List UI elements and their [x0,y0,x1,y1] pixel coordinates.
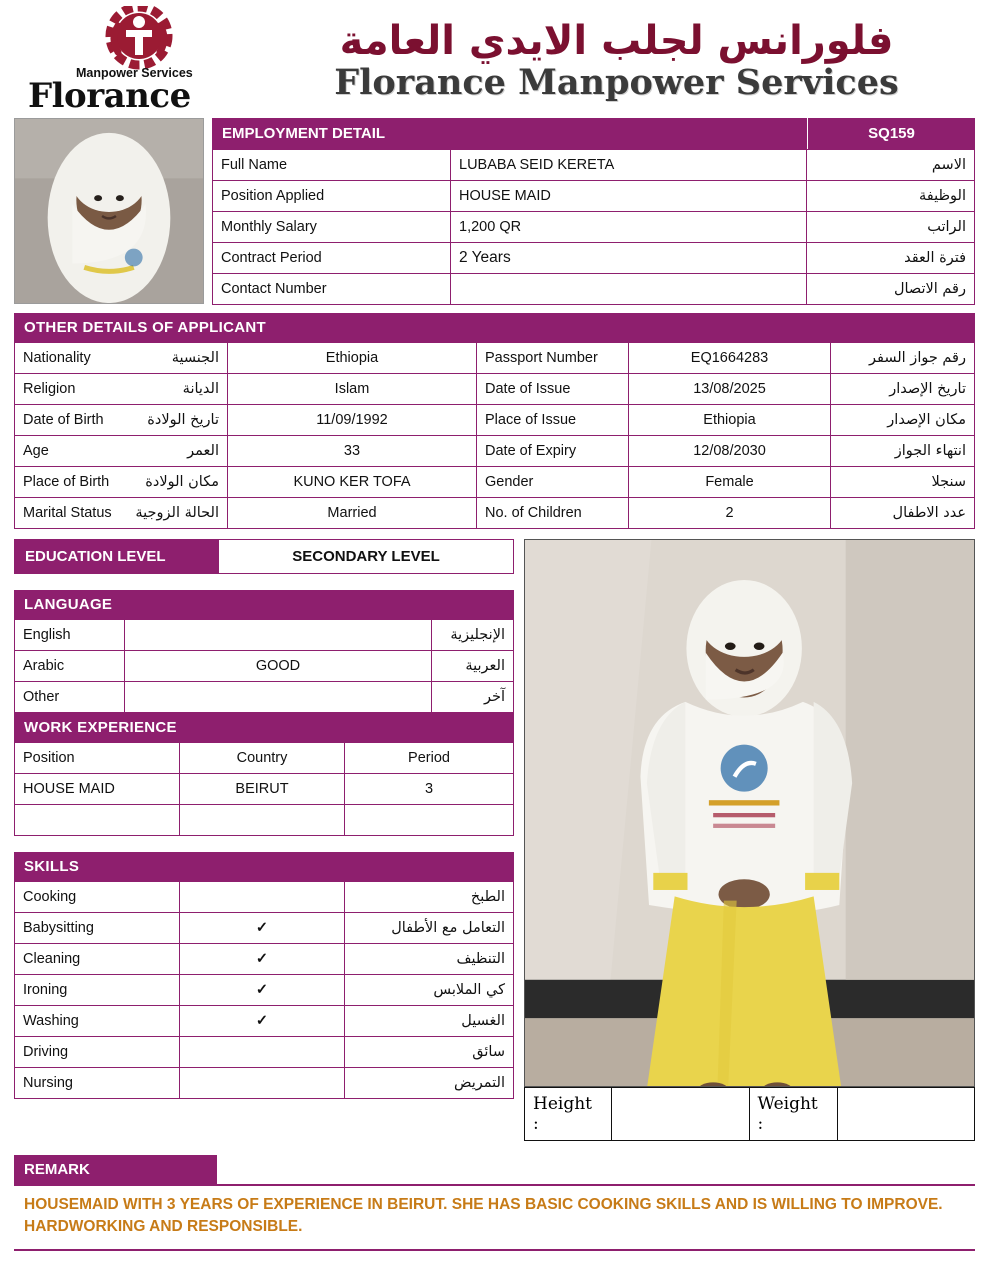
weight-value[interactable] [838,1087,976,1141]
column-header-position: Position [15,743,180,774]
details-and-photo [0,539,989,1141]
language-name-ar: العربية [432,651,514,682]
field-label-2: Place of Issue [477,405,629,436]
table-row [15,774,514,805]
language-name-ar: الإنجليزية [432,620,514,651]
field-value-2: Ethiopia [629,405,831,436]
skill-name-ar: كي الملابس [345,975,514,1006]
table-row [15,498,975,529]
skill-name-ar: الطبخ [345,882,514,913]
field-value-2: 2 [629,498,831,529]
skills-section [14,852,514,1099]
field-value-2: EQ1664283 [629,343,831,374]
row-value: LUBABA SEID KERETA [451,150,807,181]
field-value-2: Female [629,467,831,498]
skill-name-ar: سائق [345,1037,514,1068]
row-label: Full Name [213,150,451,181]
table-row [15,1037,514,1068]
table-row [15,374,975,405]
skill-name: Cooking [15,882,180,913]
other-details-section [0,313,989,529]
work-period: 3 [345,774,514,805]
field-label [15,374,228,405]
skill-check [180,882,345,913]
employment-table [212,149,975,305]
work-country [180,805,345,836]
left-column [14,539,514,1099]
row-value: 2 Years [451,243,807,274]
employment-title: EMPLOYMENT DETAIL [222,125,386,142]
field-value: 11/09/1992 [228,405,477,436]
skill-name: Nursing [15,1068,180,1099]
work-position [15,805,180,836]
skill-check: ✓ [180,1006,345,1037]
company-logo [14,4,264,116]
table-row [15,343,975,374]
label-en: Marital Status [23,505,112,521]
row-label: Contract Period [213,243,451,274]
skill-check [180,1037,345,1068]
table-row [15,1006,514,1037]
language-section [14,590,514,713]
field-label-2: Date of Expiry [477,436,629,467]
label-ar-2: مكان الإصدار [831,405,975,436]
table-row [15,805,514,836]
skill-name: Washing [15,1006,180,1037]
language-name: English [15,620,125,651]
skill-name: Babysitting [15,913,180,944]
label-en: Religion [23,381,76,397]
field-value: KUNO KER TOFA [228,467,477,498]
field-label [15,343,228,374]
document-header [0,0,989,118]
education-section [14,539,514,574]
table-row [15,620,514,651]
applicant-photo-full [524,539,975,1087]
language-name: Arabic [15,651,125,682]
work-position: HOUSE MAID [15,774,180,805]
label-en: Date of Birth [23,412,104,428]
work-experience-table [14,742,514,836]
skill-check [180,1068,345,1099]
height-label: Height : [524,1087,612,1141]
label-en: Nationality [23,350,91,366]
education-value: SECONDARY LEVEL [219,539,514,574]
language-level: GOOD [125,651,432,682]
label-ar-2: عدد الاطفال [831,498,975,529]
employment-table-wrap [212,118,975,305]
measurements-row [524,1087,975,1141]
logo-subtitle: Manpower Services [76,66,193,80]
skill-name-ar: التمريض [345,1068,514,1099]
label-ar: تاريخ الولادة [147,412,219,428]
table-row [15,913,514,944]
skill-name: Driving [15,1037,180,1068]
table-row [213,212,975,243]
field-label-2: Gender [477,467,629,498]
table-row [213,274,975,305]
table-row [213,181,975,212]
title-arabic: فلورانس لجلب الايدي العامة [339,17,894,64]
education-label: EDUCATION LEVEL [14,539,219,574]
field-label-2: No. of Children [477,498,629,529]
table-header-row [15,743,514,774]
language-level [125,682,432,713]
remark-text: HOUSEMAID WITH 3 YEARS OF EXPERIENCE IN BEIRUT. SHE HAS BASIC COOKING SKILLS AND IS WILLING TO IMPROVE. HARDWORKING AND RESPONSIBLE. [24,1196,943,1236]
table-row [15,436,975,467]
field-value: Married [228,498,477,529]
field-value-2: 12/08/2030 [629,436,831,467]
language-name: Other [15,682,125,713]
field-label-2: Date of Issue [477,374,629,405]
label-en: Place of Birth [23,474,110,490]
column-header-country: Country [180,743,345,774]
row-label-arabic: الراتب [807,212,975,243]
employment-header [212,118,975,149]
table-row [15,467,975,498]
row-label: Monthly Salary [213,212,451,243]
remark-box [14,1184,975,1251]
row-value: HOUSE MAID [451,181,807,212]
row-label-arabic: فترة العقد [807,243,975,274]
applicant-portrait-small [14,118,204,304]
table-row [15,1068,514,1099]
row-label: Position Applied [213,181,451,212]
skills-table [14,881,514,1099]
skill-name-ar: التعامل مع الأطفال [345,913,514,944]
row-label-arabic: رقم الاتصال [807,274,975,305]
label-en: Age [23,443,49,459]
label-ar: الجنسية [171,350,219,366]
row-label-arabic: الاسم [807,150,975,181]
skill-check: ✓ [180,944,345,975]
label-ar: مكان الولادة [145,474,219,490]
label-ar: العمر [187,443,219,459]
field-label [15,467,228,498]
language-name-ar: آخر [432,682,514,713]
logo-wordmark: Florance [28,76,191,116]
field-label [15,405,228,436]
row-value [451,274,807,305]
column-header-period: Period [345,743,514,774]
applicant-code: SQ159 [807,118,975,149]
work-experience-section [14,713,514,836]
row-label: Contact Number [213,274,451,305]
field-value-2: 13/08/2025 [629,374,831,405]
table-row [15,944,514,975]
skill-check: ✓ [180,913,345,944]
skills-title: SKILLS [14,852,514,881]
table-row [213,150,975,181]
field-value: Islam [228,374,477,405]
field-label-2: Passport Number [477,343,629,374]
label-ar-2: سنجلا [831,467,975,498]
skill-check: ✓ [180,975,345,1006]
other-details-table [14,342,975,529]
language-title: LANGUAGE [14,590,514,619]
table-row [15,682,514,713]
work-country: BEIRUT [180,774,345,805]
field-value: 33 [228,436,477,467]
label-ar-2: رقم جواز السفر [831,343,975,374]
skill-name-ar: الغسيل [345,1006,514,1037]
table-row [213,243,975,274]
field-label [15,436,228,467]
label-ar: الديانة [182,381,219,397]
header-titles [264,19,979,102]
weight-label: Weight : [750,1087,838,1141]
language-table [14,619,514,713]
right-column [524,539,975,1141]
label-ar-2: انتهاء الجواز [831,436,975,467]
field-value: Ethiopia [228,343,477,374]
other-details-title: OTHER DETAILS OF APPLICANT [14,313,975,342]
row-label-arabic: الوظيفة [807,181,975,212]
table-row [15,405,975,436]
language-level [125,620,432,651]
table-row [15,882,514,913]
table-row [15,975,514,1006]
label-ar-2: تاريخ الإصدار [831,374,975,405]
height-value[interactable] [612,1087,750,1141]
work-period [345,805,514,836]
skill-name: Cleaning [15,944,180,975]
work-experience-title: WORK EXPERIENCE [14,713,514,742]
remark-section [0,1155,989,1251]
skill-name-ar: التنظيف [345,944,514,975]
skill-name: Ironing [15,975,180,1006]
remark-label: REMARK [14,1155,217,1184]
title-english: Florance Manpower Services [334,61,899,103]
label-ar: الحالة الزوجية [135,505,219,521]
employment-section [0,118,989,305]
field-label [15,498,228,529]
table-row [15,651,514,682]
row-value: 1,200 QR [451,212,807,243]
